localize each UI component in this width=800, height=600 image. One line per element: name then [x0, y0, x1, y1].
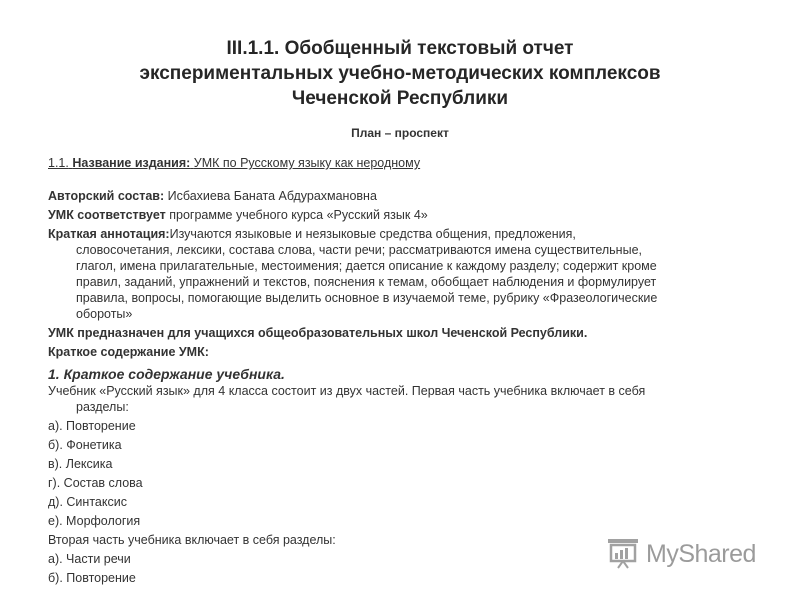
annotation-text-1: Изучаются языковые и неязыковые средства общения, предложения,: [169, 227, 576, 241]
purpose-line: УМК предназначен для учащихся общеобразовательных школ Чеченской Республики.: [48, 326, 588, 340]
annotation-line-3: глагол, имена прилагательные, местоимения; дается описание к каждому разделу; содержит кроме: [76, 259, 657, 273]
annotation-line-6: обороты»: [76, 307, 133, 321]
document-body: [48, 155, 763, 586]
edition-value: УМК по Русскому языку как неродному: [193, 156, 421, 170]
section-intro-line-1: Учебник «Русский язык» для 4 класса состоит из двух частей. Первая часть учебника включает в себя: [48, 384, 646, 398]
edition-line: [48, 155, 763, 171]
authors-line: [48, 188, 763, 204]
edition-number: 1.1.: [48, 156, 69, 170]
annotation-line-5: правила, вопросы, помогающие выделить основное в изучаемой теме, рубрику «Фразеологические: [76, 291, 658, 305]
title-line-1: III.1.1. Обобщенный текстовый отчет: [226, 38, 574, 59]
title-line-2: экспериментальных учебно-методических комплексов: [139, 63, 661, 84]
authors-label: Авторский состав:: [48, 189, 165, 203]
annotation-line-4: правил, заданий, упражнений и текстов, пояснения к темам, обобщает наблюдения и формулирует: [76, 275, 657, 289]
section-intro-line-2: разделы:: [76, 400, 129, 414]
list-item: а). Части речи: [48, 552, 131, 566]
document-subtitle: План – проспект: [351, 126, 449, 140]
watermark-text: MyShared: [646, 539, 756, 568]
list-item: б). Повторение: [48, 571, 136, 585]
list-item: б). Фонетика: [48, 438, 122, 452]
watermark: [606, 536, 756, 572]
list-item: д). Синтаксис: [48, 495, 127, 509]
document-title: [0, 36, 800, 111]
title-line-3: Чеченской Республики: [291, 88, 509, 109]
list-item: а). Повторение: [48, 419, 136, 433]
list-item: г). Состав слова: [48, 476, 143, 490]
spacer: [48, 171, 763, 188]
authors-value: Исбахиева Баната Абдурахмановна: [167, 189, 377, 203]
annotation-block: [48, 226, 763, 322]
list-item: в). Лексика: [48, 457, 113, 471]
part2-intro: Вторая часть учебника включает в себя разделы:: [48, 533, 336, 547]
annotation-line-1: [48, 226, 763, 242]
program-value: программе учебного курса «Русский язык 4»: [169, 208, 428, 222]
summary-label: Краткое содержание УМК:: [48, 345, 209, 359]
edition-label: Название издания:: [72, 156, 191, 170]
list-item: е). Морфология: [48, 514, 141, 528]
section-heading: 1. Краткое содержание учебника.: [48, 366, 285, 382]
program-line: [48, 207, 763, 223]
program-label: УМК соответствует: [48, 208, 166, 222]
spacer: [48, 360, 763, 363]
annotation-line-2: словосочетания, лексики, состава слова, части речи; рассматриваются имена существительные,: [76, 243, 642, 257]
myshared-logo-icon: [606, 535, 640, 574]
annotation-label: Краткая аннотация:: [48, 227, 170, 241]
